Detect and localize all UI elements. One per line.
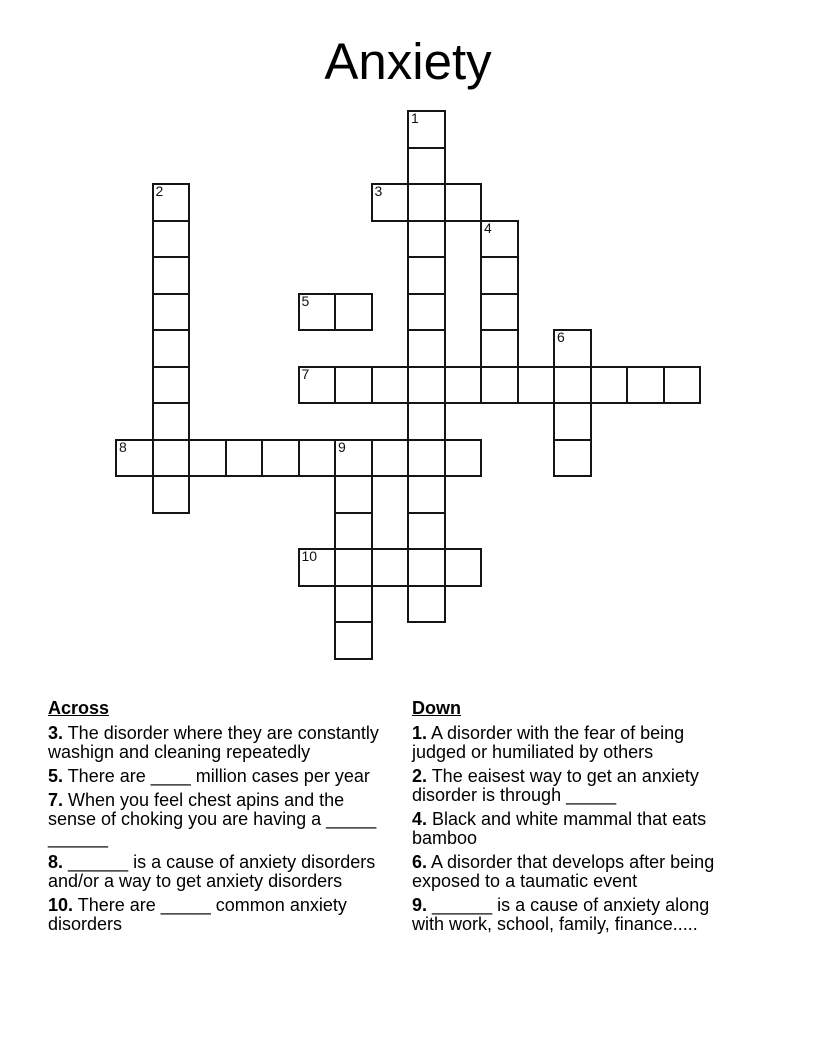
grid-cell[interactable]	[553, 329, 592, 368]
grid-cell[interactable]	[334, 366, 373, 405]
grid-cell[interactable]	[444, 548, 483, 587]
cell-number: 3	[374, 183, 383, 199]
grid-cell[interactable]	[407, 512, 446, 551]
grid-cell[interactable]	[407, 220, 446, 259]
grid-cell[interactable]	[334, 621, 373, 660]
clue-number: 1.	[412, 723, 428, 743]
clue-item: 4. Black and white mammal that eats bamboo	[412, 809, 707, 848]
grid-cell[interactable]	[407, 475, 446, 514]
cell-number: 9	[338, 438, 346, 455]
grid-cell[interactable]	[663, 366, 702, 405]
clue-item: 1. A disorder with the fear of being judged or humiliated by others	[412, 723, 685, 762]
grid-cell[interactable]	[407, 256, 446, 295]
grid-cell[interactable]	[152, 293, 191, 332]
grid-cell[interactable]	[480, 366, 519, 405]
grid-cell[interactable]	[407, 183, 446, 222]
grid-cell[interactable]	[115, 439, 154, 478]
grid-cell[interactable]	[152, 366, 191, 405]
down-clues-list	[412, 724, 742, 934]
grid-cell[interactable]	[407, 366, 446, 405]
grid-cell[interactable]	[407, 402, 446, 441]
grid-cell[interactable]	[553, 402, 592, 441]
clue-item: 8. ______ is a cause of anxiety disorders and/or a way to get anxiety disorders	[48, 852, 376, 891]
clue-number: 5.	[48, 766, 64, 786]
grid-cell[interactable]	[480, 329, 519, 368]
grid-cell[interactable]	[152, 439, 191, 478]
grid-cell[interactable]	[298, 366, 337, 405]
grid-cell[interactable]	[407, 329, 446, 368]
grid-cell[interactable]	[517, 366, 556, 405]
grid-cell[interactable]	[334, 512, 373, 551]
clue-number: 6.	[412, 852, 428, 872]
clue-item: 3. The disorder where they are constantly washign and cleaning repeatedly	[48, 723, 379, 762]
grid-cell[interactable]	[407, 110, 446, 149]
grid-cell[interactable]	[444, 439, 483, 478]
clue-item: 9. ______ is a cause of anxiety along with work, school, family, finance.....	[412, 895, 710, 934]
grid-cell[interactable]	[590, 366, 629, 405]
grid-cell[interactable]	[188, 439, 227, 478]
grid-cell[interactable]	[152, 402, 191, 441]
grid-cell[interactable]	[407, 548, 446, 587]
cell-number: 8	[119, 438, 127, 455]
grid-cell[interactable]	[407, 439, 446, 478]
clue-number: 7.	[48, 790, 64, 810]
grid-cell[interactable]	[261, 439, 300, 478]
grid-cell[interactable]	[152, 183, 191, 222]
grid-cell[interactable]	[407, 585, 446, 624]
clue-number: 3.	[48, 723, 64, 743]
grid-cell[interactable]	[334, 439, 373, 478]
cell-number: 5	[301, 292, 310, 309]
grid-cell[interactable]	[480, 256, 519, 295]
clue-item: 2. The eaisest way to get an anxiety disorder is through _____	[412, 766, 699, 805]
grid-cell[interactable]	[152, 329, 191, 368]
grid-cell[interactable]	[152, 475, 191, 514]
across-clues-section	[48, 699, 380, 939]
grid-cell[interactable]	[334, 475, 373, 514]
down-clues-section	[412, 699, 742, 939]
grid-cell[interactable]	[371, 183, 410, 222]
cell-number: 10	[301, 548, 318, 564]
grid-cell[interactable]	[225, 439, 264, 478]
clue-number: 8.	[48, 852, 64, 872]
page-title: Anxiety	[324, 33, 492, 90]
clue-number: 2.	[412, 766, 428, 786]
grid-cell[interactable]	[152, 256, 191, 295]
across-heading: Across	[48, 698, 110, 718]
cell-number: 7	[301, 365, 310, 382]
clue-item: 6. A disorder that develops after being exposed to a taumatic event	[412, 852, 715, 891]
across-clues-list	[48, 724, 380, 934]
clue-item: 10. There are _____ common anxiety disorders	[48, 895, 347, 934]
clue-item: 7. When you feel chest apins and the sense of choking you are having a _____ ______	[48, 790, 377, 848]
grid-cell[interactable]	[553, 439, 592, 478]
grid-cell[interactable]	[371, 548, 410, 587]
cell-number: 4	[484, 219, 492, 236]
clue-number: 10.	[48, 895, 74, 915]
down-heading: Down	[412, 698, 461, 718]
grid-cell[interactable]	[298, 439, 337, 478]
clue-number: 4.	[412, 809, 428, 829]
cell-number: 2	[155, 183, 164, 199]
grid-cell[interactable]	[553, 366, 592, 405]
grid-cell[interactable]	[298, 548, 337, 587]
grid-cell[interactable]	[334, 293, 373, 332]
grid-cell[interactable]	[371, 366, 410, 405]
cell-number: 1	[411, 110, 419, 126]
grid-cell[interactable]	[480, 293, 519, 332]
grid-cell[interactable]	[480, 220, 519, 259]
grid-cell[interactable]	[334, 585, 373, 624]
grid-cell[interactable]	[626, 366, 665, 405]
clue-item: 5. There are ____ million cases per year	[48, 766, 370, 786]
grid-cell[interactable]	[371, 439, 410, 478]
grid-cell[interactable]	[444, 366, 483, 405]
grid-cell[interactable]	[152, 220, 191, 259]
grid-cell[interactable]	[407, 147, 446, 186]
cell-number: 6	[557, 329, 565, 345]
grid-cell[interactable]	[407, 293, 446, 332]
grid-cell[interactable]	[444, 183, 483, 222]
grid-cell[interactable]	[298, 293, 337, 332]
clue-number: 9.	[412, 895, 428, 915]
grid-cell[interactable]	[334, 548, 373, 587]
